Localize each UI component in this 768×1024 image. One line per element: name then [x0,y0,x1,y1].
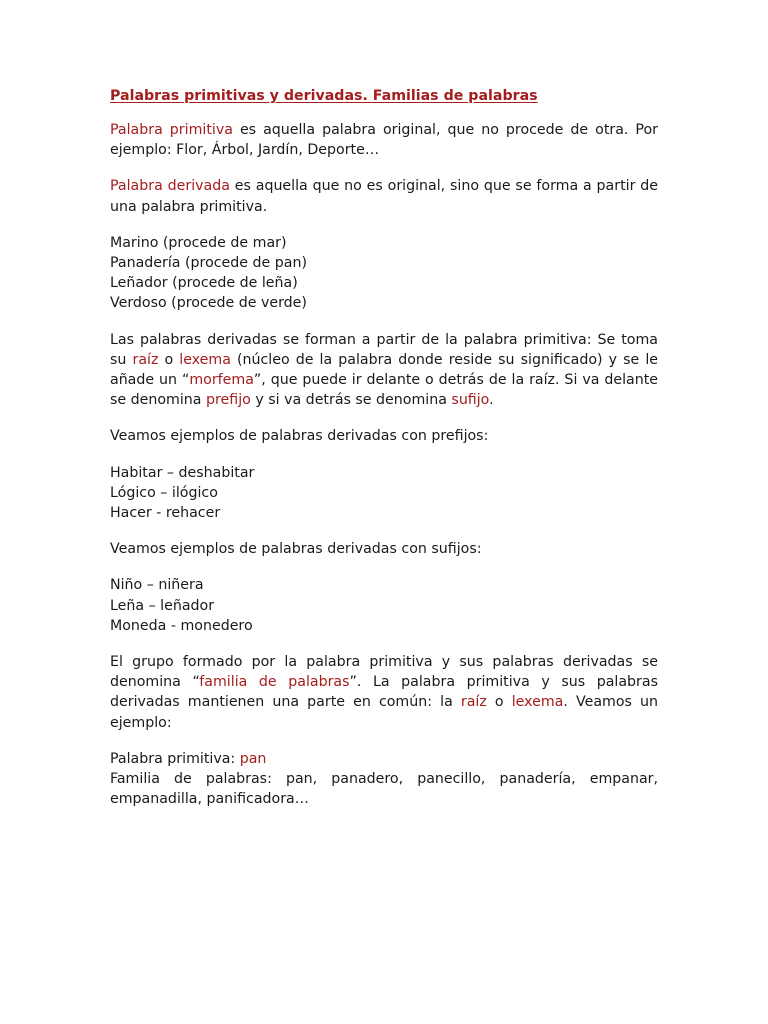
word-family-label: Familia de palabras: [110,771,286,788]
paragraph-formation [110,330,658,411]
text-segment: El grupo formado por la palabra primitiva y sus palabras derivadas se denomina “ [110,654,658,691]
paragraph-derived-definition [110,176,658,216]
derived-definition-text: es aquella que no es original, sino que se forma a partir de una palabra primitiva. [110,178,659,215]
paragraph-word-family [110,652,658,733]
list-item: Moneda - monedero [110,617,253,634]
term-lexema: lexema [511,694,564,711]
text-segment: ”. La palabra primitiva y sus palabras derivadas mantienen una parte en común: la [110,674,658,711]
primitive-word-value: pan [239,750,267,767]
term-palabra-derivada: Palabra derivada [110,178,230,195]
word-family-line [110,769,658,809]
derived-examples-list [110,233,658,314]
list-item: Leña – leñador [110,597,215,614]
suffix-examples-list [110,575,658,636]
primitive-definition-text: es aquella palabra original, que no procede de otra. Por ejemplo: Flor, Árbol, Jardín, Deporte… [110,122,658,159]
text-segment: o [158,351,180,368]
term-familia-de-palabras: familia de palabras [199,674,350,691]
list-item: Verdoso (procede de verde) [110,295,307,312]
list-item: Marino (procede de mar) [110,234,287,251]
prefix-examples-list [110,463,658,524]
prefix-intro: Veamos ejemplos de palabras derivadas con prefijos: [110,428,489,445]
document-title: Palabras primitivas y derivadas. Familias de palabras [110,88,538,104]
term-palabra-primitiva: Palabra primitiva [110,122,233,138]
primitive-word-line [110,749,658,769]
term-lexema: lexema [179,351,231,368]
term-prefijo: prefijo [206,392,251,409]
list-item: Habitar – deshabitar [110,464,255,481]
term-raiz: raíz [460,694,487,711]
list-item: Leñador (procede de leña) [110,275,298,292]
term-sufijo: sufijo [451,392,490,409]
list-item: Lógico – ilógico [110,484,218,501]
text-segment: o [486,694,512,711]
list-item: Niño – niñera [110,577,204,594]
list-item: Hacer - rehacer [110,505,221,522]
text-segment: ”, que puede ir delante o detrás de la raíz. Si va delante se denomina [110,372,658,409]
final-example [110,749,658,810]
text-segment: . Veamos un ejemplo: [110,694,659,731]
text-segment: (núcleo de la palabra donde reside su significado) y se le añade un “ [110,351,658,389]
term-morfema: morfema [189,372,254,389]
text-segment: Las palabras derivadas se forman a partir de la palabra primitiva: Se toma su [110,331,658,368]
term-raiz: raíz [132,351,159,368]
word-family-value: pan, panadero, panecillo, panadería, empanar, empanadilla, panificadora… [110,771,659,808]
list-item: Panadería (procede de pan) [110,255,307,272]
text-segment: . [489,392,494,409]
primitive-word-label: Palabra primitiva: [110,750,240,767]
text-segment: y si va detrás se denomina [250,392,452,409]
paragraph-primitive-definition [110,120,658,160]
suffix-intro: Veamos ejemplos de palabras derivadas con sufijos: [110,541,482,558]
